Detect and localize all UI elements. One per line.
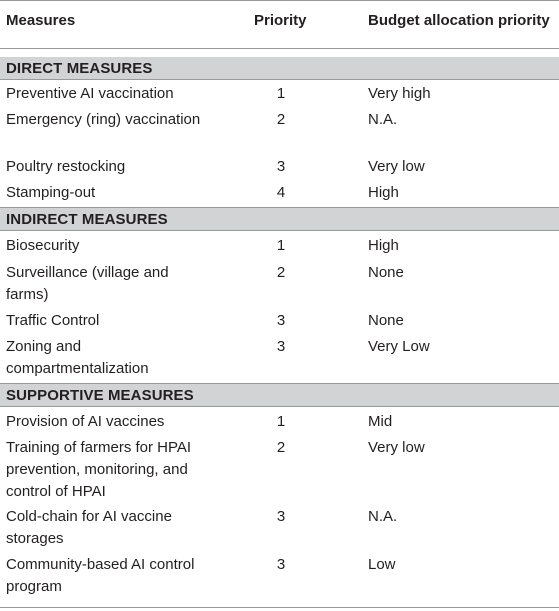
priority-cell: 3 (276, 158, 286, 175)
header-measures: Measures (6, 12, 76, 29)
priority-cell: 3 (276, 338, 286, 355)
priority-cell: 2 (276, 264, 286, 281)
section-rule (0, 406, 559, 407)
measure-cell: Poultry restocking (6, 158, 126, 175)
priority-cell: 4 (276, 184, 286, 201)
header-rule (0, 48, 559, 49)
measure-cell: Stamping-out (6, 184, 96, 201)
top-rule (0, 0, 559, 1)
section-title: INDIRECT MEASURES (6, 211, 168, 228)
budget-cell: High (368, 237, 399, 254)
measure-cell: Biosecurity (6, 237, 80, 254)
priority-cell: 3 (276, 312, 286, 329)
budget-cell: Very high (368, 85, 431, 102)
section-band (0, 384, 559, 406)
section-title: SUPPORTIVE MEASURES (6, 387, 194, 404)
section-band (0, 57, 559, 79)
measure-cell: Provision of AI vaccines (6, 413, 165, 430)
priority-cell: 3 (276, 556, 286, 573)
header-budget: Budget allocation priority (368, 12, 550, 29)
section-band (0, 208, 559, 230)
bottom-rule (0, 607, 559, 608)
priority-cell: 1 (276, 237, 286, 254)
measure-cell: Zoning and compartmentalization (6, 338, 149, 377)
measure-cell: Traffic Control (6, 312, 100, 329)
section-rule (0, 230, 559, 231)
section-title: DIRECT MEASURES (6, 60, 153, 77)
budget-cell: N.A. (368, 111, 398, 128)
measure-cell: Preventive AI vaccination (6, 85, 174, 102)
measure-cell: Community-based AI control program (6, 556, 195, 595)
priority-cell: 1 (276, 85, 286, 102)
measure-cell: Emergency (ring) vaccination (6, 111, 201, 128)
priority-cell: 3 (276, 508, 286, 525)
priority-cell: 2 (276, 439, 286, 456)
budget-cell: N.A. (368, 508, 398, 525)
budget-cell: Very Low (368, 338, 430, 355)
budget-cell: Low (368, 556, 396, 573)
priority-cell: 2 (276, 111, 286, 128)
header-priority: Priority (254, 12, 307, 29)
measure-cell: Cold-chain for AI vaccine storages (6, 508, 172, 547)
budget-cell: Very low (368, 439, 425, 456)
budget-cell: Mid (368, 413, 393, 430)
measure-cell: Training of farmers for HPAI prevention, monitoring, and control of HPAI (6, 439, 192, 500)
budget-cell: None (368, 264, 404, 281)
budget-cell: None (368, 312, 404, 329)
priority-cell: 1 (276, 413, 286, 430)
measure-cell: Surveillance (village and farms) (6, 264, 169, 303)
section-rule (0, 79, 559, 80)
budget-cell: High (368, 184, 399, 201)
budget-cell: Very low (368, 158, 425, 175)
